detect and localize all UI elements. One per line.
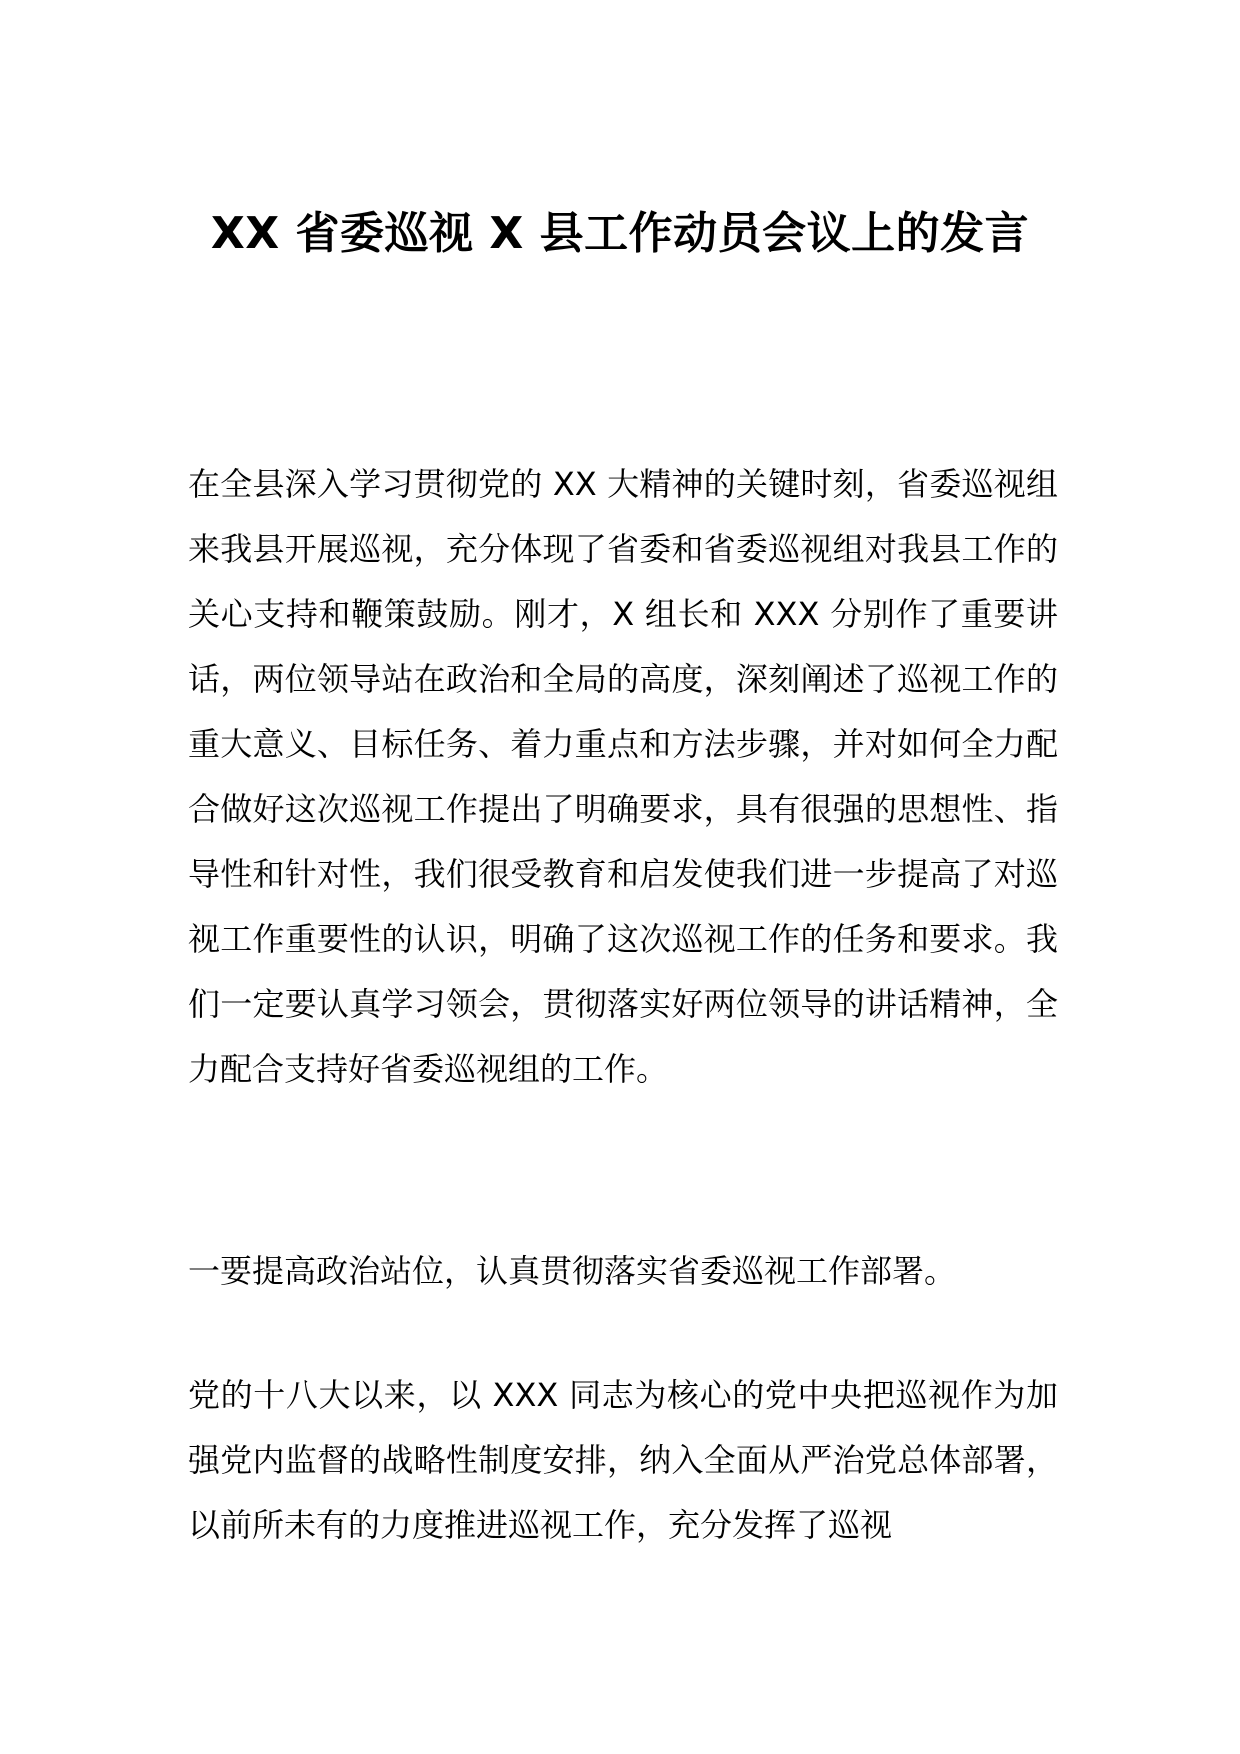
paragraph-heading-one: 一要提高政治站位，认真贯彻落实省委巡视工作部署。 <box>188 1252 957 1290</box>
paragraph-intro: 在全县深入学习贯彻党的 XX 大精神的关键时刻，省委巡视组来我县开展巡视，充分体现了省委和省委巡视组对我县工作的关心支持和鞭策鼓励。刚才，X 组长和 XXX 分别作了重要讲话，两位领导站在政治和全局的高度，深刻阐述了巡视工作的重大意义、目标任务、着力重点和方法步骤，并对如何全力配合做好这次巡视工作提出了明确要求，具有很强的思想性、指导性和针对性，我们很受教育和启发使我们进一步提高了对巡视工作重要性的认识，明确了这次巡视工作的任务和要求。我们一定要认真学习领会，贯彻落实好两位领导的讲话精神，全力配合支持好省委巡视组的工作。 <box>188 465 1058 1088</box>
document-title: XX 省委巡视 X 县工作动员会议上的发言 <box>210 208 1030 259</box>
paragraph-party-congress: 党的十八大以来，以 XXX 同志为核心的党中央把巡视作为加强党内监督的战略性制度安排，纳入全面从严治党总体部署，以前所未有的力度推进巡视工作，充分发挥了巡视 <box>188 1376 1058 1544</box>
